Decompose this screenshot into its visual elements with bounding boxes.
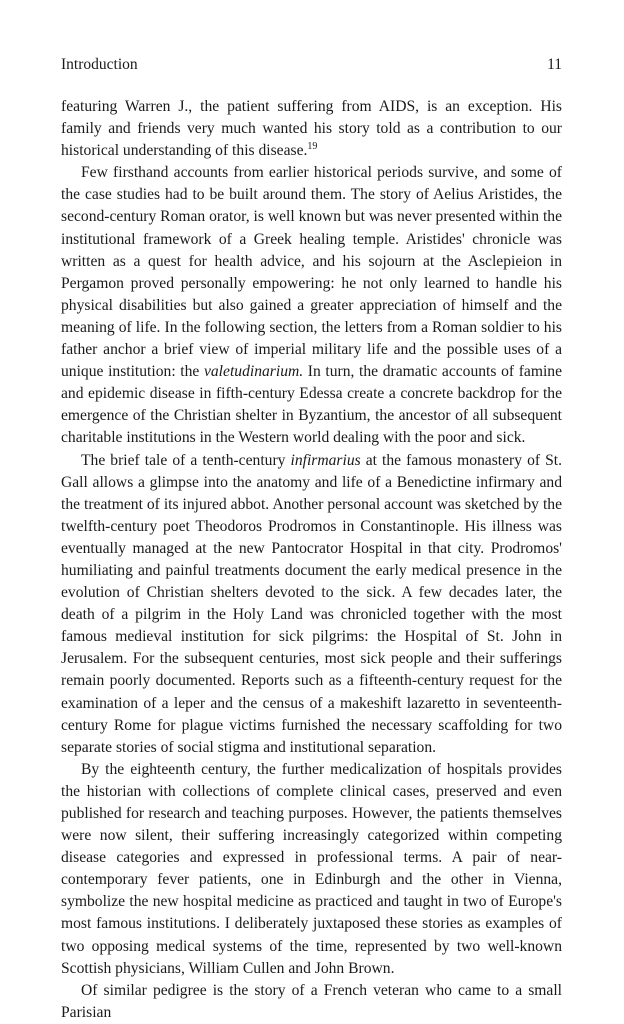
paragraph-text: at the famous monastery of St. Gall allows a glimpse into the anatomy and life of a Benedictine infirmary and the treatment of its injured abbot. Another personal account was sketched by the twelfth-century poet Theodoros Prodromos in Constantinople. His illness was eventually managed at the new Pantocrator Hospital in that city. Prodromos' humiliating and painful treatments document the early medical presence in the evolution of Christian shelters devoted to the sick. A few decades later, the death of a pilgrim in the Holy Land was chronicled together with the most famous medieval institution for sick pilgrims: the Hospital of St. John in Jerusalem. For the subsequent centuries, most sick people and their sufferings remain poorly documented. Reports such as a fifteenth-century request for the examination of a leper and the census of a makeshift lazaretto in seventeenth-century Rome for plague victims furnished the necessary scaffolding for two separate stories of social stigma and institutional separation. bbox=[61, 451, 563, 756]
paragraph bbox=[61, 980, 562, 1024]
paragraph-text: featuring Warren J., the patient suffering from AIDS, is an exception. His family and friends very much wanted his story told as a contribution to our historical understanding of this disease. bbox=[61, 98, 562, 160]
italic-term: valetudinarium. bbox=[203, 363, 304, 381]
paragraph-text: Of similar pedigree is the story of a French veteran who came to a small Parisian bbox=[61, 981, 562, 1021]
paragraph bbox=[61, 450, 562, 759]
paragraph bbox=[61, 162, 562, 449]
paragraph-text: In turn, the dramatic accounts of famine and epidemic disease in fifth-century Edessa create a concrete backdrop for the emergence of the Christian shelter in Byzantium, the ancestor of all subsequent charitable institutions in the Western world dealing with the poor and sick. bbox=[61, 363, 562, 447]
footnote-reference: 19 bbox=[307, 141, 318, 152]
paragraph bbox=[61, 759, 562, 980]
paragraph-text: Few firsthand accounts from earlier historical periods survive, and some of the case studies had to be built around them. The story of Aelius Aristides, the second-century Roman orator, is well known but was never presented within the institutional framework of a Greek healing temple. Aristides' chronicle was written as a quest for health advice, and his sojourn at the Asclepieion in Pergamon proved personally empowering: he not only learned to handle his physical disabilities but also gained a greater appreciation of himself and the meaning of life. In the following section, the letters from a Roman soldier to his father anchor a brief view of imperial military life and the possible uses of a unique institution: the bbox=[61, 164, 562, 381]
running-head bbox=[61, 56, 562, 96]
body-text bbox=[61, 96, 562, 1024]
running-title: Introduction bbox=[61, 56, 138, 73]
italic-term: infirmarius bbox=[290, 451, 361, 469]
paragraph-text: The brief tale of a tenth-century bbox=[81, 451, 291, 469]
paragraph-text: By the eighteenth century, the further medicalization of hospitals provides the historian with collections of complete clinical cases, preserved and even published for research and teaching purposes. However, the patients themselves were now silent, their suffering increasingly categorized within competing disease categories and expressed in professional terms. A pair of near-contemporary fever patients, one in Edinburgh and the other in Vienna, symbolize the new hospital medicine as practiced and taught in two of Europe's most famous institutions. I deliberately juxtaposed these stories as examples of two opposing medical systems of the time, represented by two well-known Scottish physicians, William Cullen and John Brown. bbox=[61, 760, 562, 977]
page-number: 11 bbox=[547, 56, 562, 73]
paragraph bbox=[61, 96, 562, 162]
